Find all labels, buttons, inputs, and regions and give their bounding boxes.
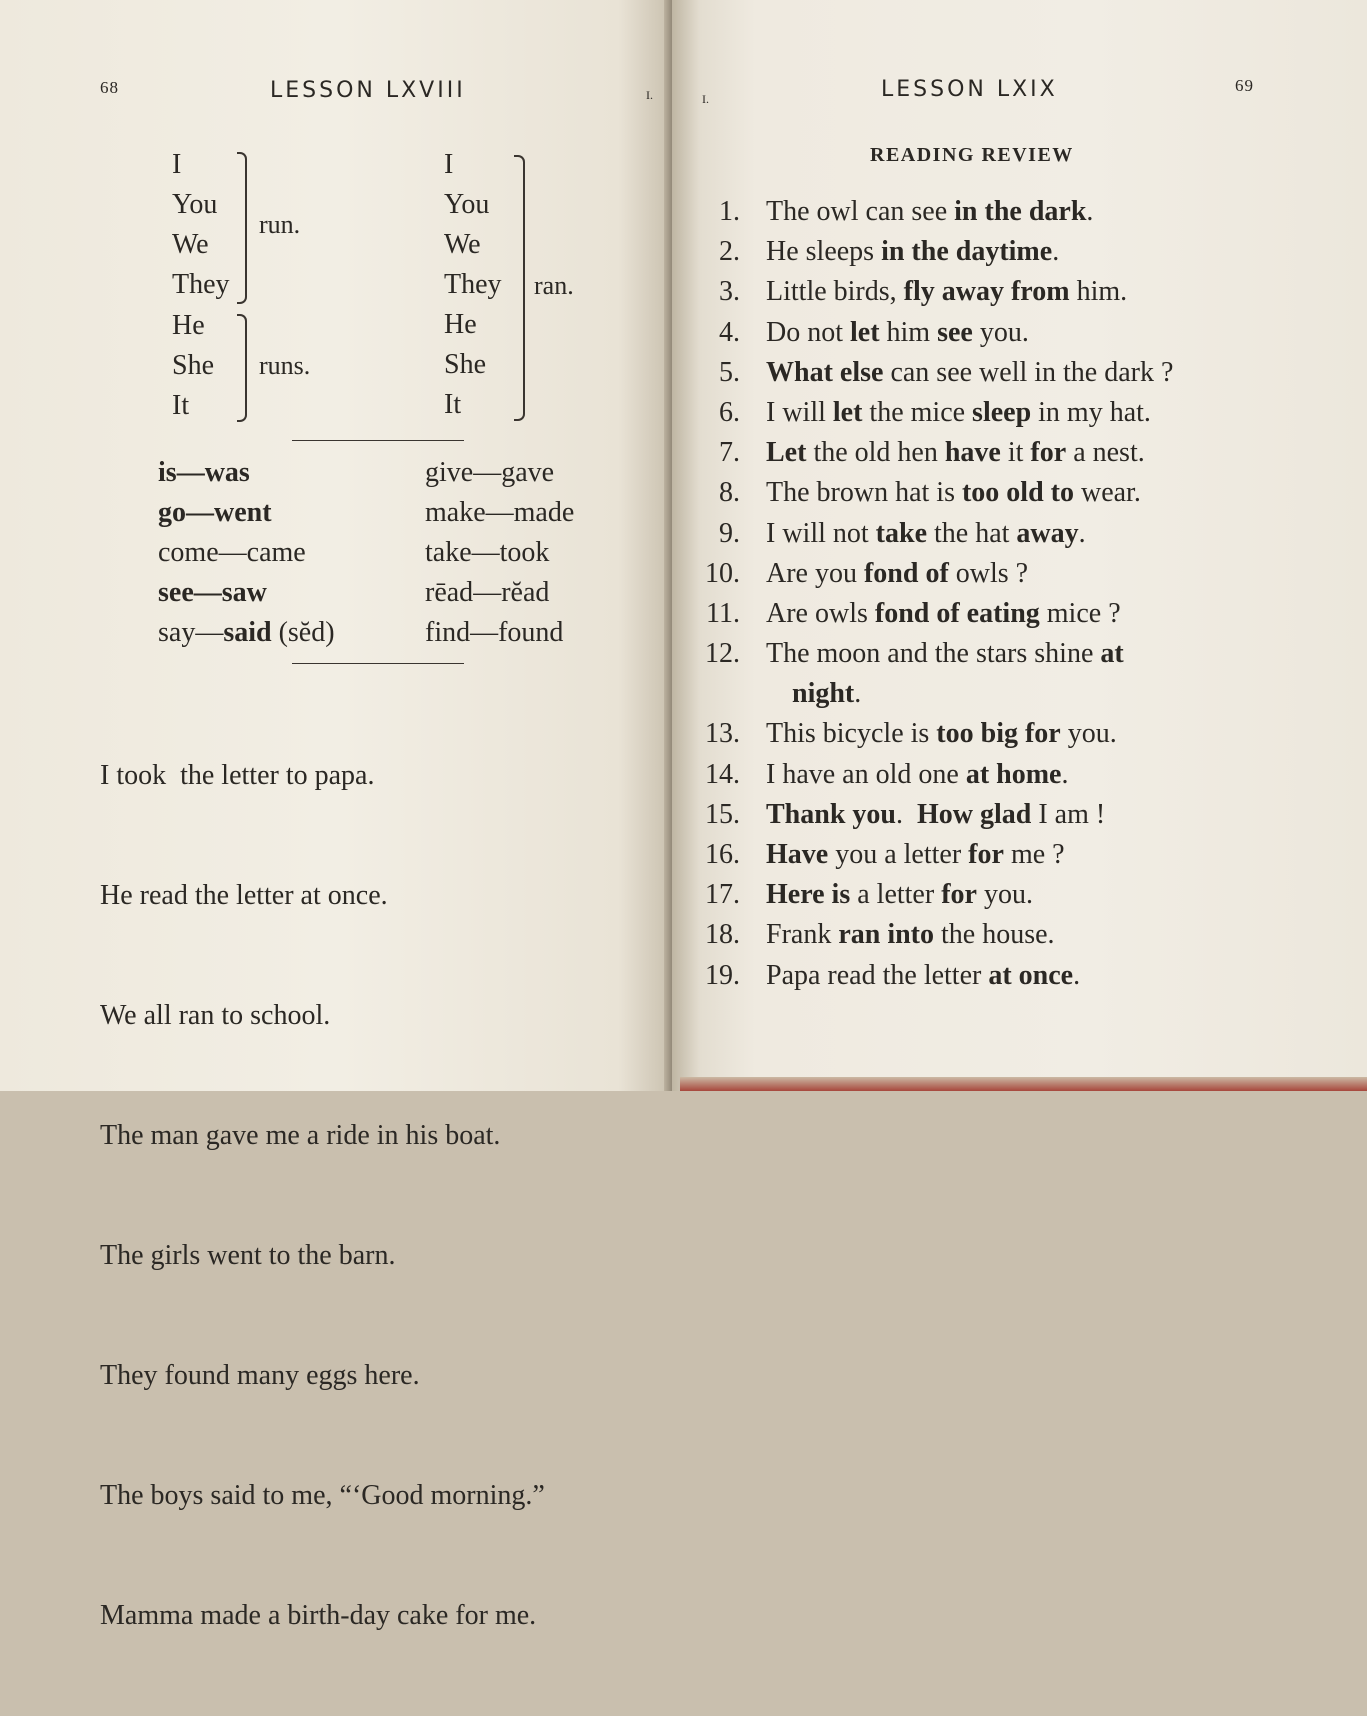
item-number: 19. bbox=[705, 959, 740, 991]
emphasized-text: too old to bbox=[961, 477, 1074, 509]
item-text: The brown hat is bbox=[766, 477, 962, 509]
item-number: 18. bbox=[705, 919, 740, 951]
item-text: it bbox=[1000, 437, 1031, 469]
review-item bbox=[700, 353, 1173, 393]
item-text: He sleeps bbox=[766, 236, 882, 268]
verb-pair: take—took bbox=[425, 537, 550, 568]
pronoun: You bbox=[444, 189, 490, 220]
item-text: me ? bbox=[1003, 839, 1065, 870]
emphasized-text: fond of eating bbox=[874, 597, 1040, 629]
item-text: a nest. bbox=[1066, 437, 1145, 469]
brace-present-2 bbox=[237, 314, 247, 422]
item-text: the mice bbox=[862, 396, 973, 428]
pronoun: They bbox=[172, 269, 230, 300]
emphasized-text: fond of bbox=[863, 557, 949, 589]
verb-pair: come—came bbox=[158, 537, 306, 568]
item-number: 9. bbox=[719, 517, 740, 549]
item-text: . bbox=[1052, 236, 1060, 268]
emphasized-text: in the dark bbox=[954, 196, 1087, 227]
sentence-list bbox=[100, 676, 545, 1716]
sentence: I took the letter to papa. bbox=[100, 760, 375, 791]
item-text: . bbox=[854, 678, 862, 710]
review-item bbox=[700, 674, 1173, 714]
verb-pairs-left-column bbox=[158, 453, 335, 653]
review-item bbox=[700, 634, 1173, 674]
book-cover-edge bbox=[680, 1077, 1367, 1091]
item-text: you. bbox=[976, 879, 1033, 911]
brace-present-1 bbox=[237, 152, 247, 304]
item-text: in my hat. bbox=[1031, 396, 1151, 428]
item-text: a letter bbox=[850, 879, 942, 911]
item-text: you a letter bbox=[828, 839, 969, 870]
item-number: 15. bbox=[705, 798, 740, 830]
review-item bbox=[700, 554, 1173, 594]
item-text: him bbox=[879, 316, 938, 348]
emphasized-text: for bbox=[1030, 437, 1067, 469]
item-text: . bbox=[1086, 196, 1094, 227]
item-text: wear. bbox=[1073, 477, 1141, 509]
emphasized-text: at home bbox=[965, 758, 1062, 790]
emphasized-text: How glad bbox=[916, 798, 1032, 830]
brace-past bbox=[514, 155, 525, 421]
item-text: . bbox=[1073, 959, 1081, 991]
review-item bbox=[700, 875, 1173, 915]
item-text: Frank bbox=[766, 919, 839, 951]
lesson-title-right: LESSON LXIX bbox=[881, 77, 1058, 102]
item-number: 7. bbox=[719, 437, 740, 469]
item-number: 8. bbox=[719, 477, 740, 509]
item-number: 5. bbox=[719, 356, 740, 388]
emphasized-text: let bbox=[832, 396, 863, 428]
emphasized-text: Let bbox=[766, 437, 807, 469]
pronoun: He bbox=[444, 309, 477, 340]
past-pronoun-list bbox=[444, 145, 502, 425]
item-text: This bicycle is bbox=[766, 718, 937, 750]
sentence: He read the letter at once. bbox=[100, 880, 388, 911]
item-number: 14. bbox=[705, 758, 740, 790]
item-text: you. bbox=[972, 316, 1029, 348]
section-subtitle: READING REVIEW bbox=[870, 144, 1074, 166]
review-item bbox=[700, 514, 1173, 554]
item-number: 12. bbox=[705, 638, 740, 670]
item-text: I will bbox=[766, 396, 833, 428]
emphasized-text: sleep bbox=[972, 396, 1032, 428]
left-page bbox=[0, 0, 672, 1631]
item-text: I will not bbox=[766, 517, 876, 549]
item-text: the old hen bbox=[806, 437, 945, 469]
verb-pair: rēad—rĕad bbox=[425, 577, 550, 608]
item-text: you. bbox=[1060, 718, 1117, 750]
verb-pair: make—made bbox=[425, 497, 575, 528]
review-item bbox=[700, 313, 1173, 353]
emphasized-text: for bbox=[968, 839, 1004, 870]
review-item bbox=[700, 232, 1173, 272]
divider-rule bbox=[292, 663, 464, 664]
present-verb-2: runs. bbox=[259, 351, 311, 380]
review-item bbox=[700, 835, 1173, 875]
pronoun: It bbox=[172, 390, 190, 421]
emphasized-text: Here is bbox=[766, 879, 851, 911]
verb-pair: find—found bbox=[425, 617, 564, 648]
present-verb-1: run. bbox=[259, 210, 301, 239]
review-item bbox=[700, 915, 1173, 955]
pronoun: You bbox=[172, 189, 218, 220]
lesson-title-left: LESSON LXVIII bbox=[270, 78, 466, 103]
item-number: 4. bbox=[719, 316, 740, 348]
item-text: mice ? bbox=[1039, 597, 1121, 629]
pronoun: We bbox=[444, 229, 481, 260]
pronoun: She bbox=[172, 350, 214, 381]
item-text: the hat bbox=[927, 517, 1017, 549]
emphasized-text: Have bbox=[766, 839, 829, 870]
page-number-right: 69 bbox=[1235, 76, 1254, 95]
emphasized-text: see bbox=[937, 316, 973, 348]
verb-pair: see—saw bbox=[158, 577, 267, 608]
sentence: The boys said to me, “‘Good morning.” bbox=[100, 1480, 545, 1511]
page-number-left: 68 bbox=[100, 78, 119, 97]
review-item bbox=[700, 473, 1173, 513]
item-number: 16. bbox=[705, 839, 740, 870]
past-verb: ran. bbox=[534, 271, 574, 300]
review-item bbox=[700, 755, 1173, 795]
item-text: . bbox=[895, 798, 917, 830]
sentence: The man gave me a ride in his boat. bbox=[100, 1120, 501, 1151]
pronoun: They bbox=[444, 269, 502, 300]
item-number: 10. bbox=[705, 557, 740, 589]
item-text: Are owls bbox=[766, 597, 875, 629]
sentence: We all ran to school. bbox=[100, 1000, 331, 1031]
item-text: the house. bbox=[934, 919, 1055, 951]
emphasized-text: take bbox=[875, 517, 927, 549]
emphasized-text: ran into bbox=[838, 919, 935, 951]
pronoun: We bbox=[172, 229, 209, 260]
item-text: The moon and the stars shine bbox=[766, 638, 1101, 670]
emphasized-text: at bbox=[1100, 638, 1124, 670]
review-item bbox=[700, 956, 1173, 996]
item-number: 11. bbox=[706, 597, 740, 629]
review-item bbox=[700, 714, 1173, 754]
review-sentence-list bbox=[700, 192, 1173, 996]
emphasized-text: Thank you bbox=[766, 798, 896, 830]
emphasized-text: too big for bbox=[936, 718, 1061, 750]
sentence: The girls went to the barn. bbox=[100, 1240, 396, 1271]
review-item bbox=[700, 433, 1173, 473]
pronoun: I bbox=[172, 149, 182, 180]
margin-mark-left: I. bbox=[646, 88, 653, 102]
present-pronoun-list-1 bbox=[172, 145, 230, 305]
verb-pair: say—said (sĕd) bbox=[158, 617, 335, 648]
sentence: Mamma made a birth-day cake for me. bbox=[100, 1600, 537, 1631]
item-text: The owl can see bbox=[766, 196, 955, 227]
item-text: Papa read the letter bbox=[766, 959, 989, 991]
item-text: owls ? bbox=[948, 557, 1029, 589]
pronoun: He bbox=[172, 310, 205, 341]
margin-mark-right: I. bbox=[702, 92, 709, 106]
item-number: 17. bbox=[705, 879, 740, 911]
verb-pair: is—was bbox=[158, 457, 250, 488]
right-page bbox=[672, 0, 1367, 1091]
item-text: Do not bbox=[766, 316, 850, 348]
review-item bbox=[700, 795, 1173, 835]
review-item bbox=[700, 272, 1173, 312]
divider-rule bbox=[292, 440, 464, 441]
item-number: 13. bbox=[705, 718, 740, 750]
item-text: can see well in the dark ? bbox=[883, 356, 1174, 388]
item-number: 3. bbox=[719, 276, 740, 308]
emphasized-text: at once bbox=[988, 959, 1074, 991]
pronoun: It bbox=[444, 389, 462, 420]
emphasized-text: What else bbox=[766, 356, 884, 388]
verb-pairs-right-column bbox=[425, 453, 574, 653]
item-number: 6. bbox=[719, 396, 740, 428]
sentence: They found many eggs here. bbox=[100, 1360, 420, 1391]
verb-pair: go—went bbox=[158, 497, 272, 528]
review-item bbox=[700, 393, 1173, 433]
review-item bbox=[700, 594, 1173, 634]
item-text: . bbox=[1061, 758, 1069, 790]
emphasized-text: let bbox=[850, 316, 880, 348]
item-number: 2. bbox=[719, 236, 740, 268]
item-text: I have an old one bbox=[766, 758, 966, 790]
emphasized-text: night bbox=[792, 678, 855, 710]
item-text: I am ! bbox=[1031, 798, 1106, 830]
item-text: him. bbox=[1069, 276, 1128, 308]
emphasized-text: for bbox=[941, 879, 977, 911]
pronoun: I bbox=[444, 149, 454, 180]
verb-pair: give—gave bbox=[425, 457, 555, 488]
item-text: . bbox=[1078, 517, 1086, 549]
review-item bbox=[700, 192, 1173, 232]
pronunciation-note: (sĕd) bbox=[278, 617, 335, 648]
emphasized-text: away bbox=[1016, 517, 1079, 549]
present-pronoun-list-2 bbox=[172, 306, 214, 426]
pronoun: She bbox=[444, 349, 486, 380]
emphasized-text: in the daytime bbox=[881, 236, 1053, 268]
emphasized-text: have bbox=[944, 437, 1001, 469]
item-text: Are you bbox=[766, 557, 864, 589]
emphasized-text: fly away from bbox=[903, 276, 1070, 308]
item-text: Little birds, bbox=[766, 276, 904, 308]
item-number: 1. bbox=[719, 196, 740, 227]
